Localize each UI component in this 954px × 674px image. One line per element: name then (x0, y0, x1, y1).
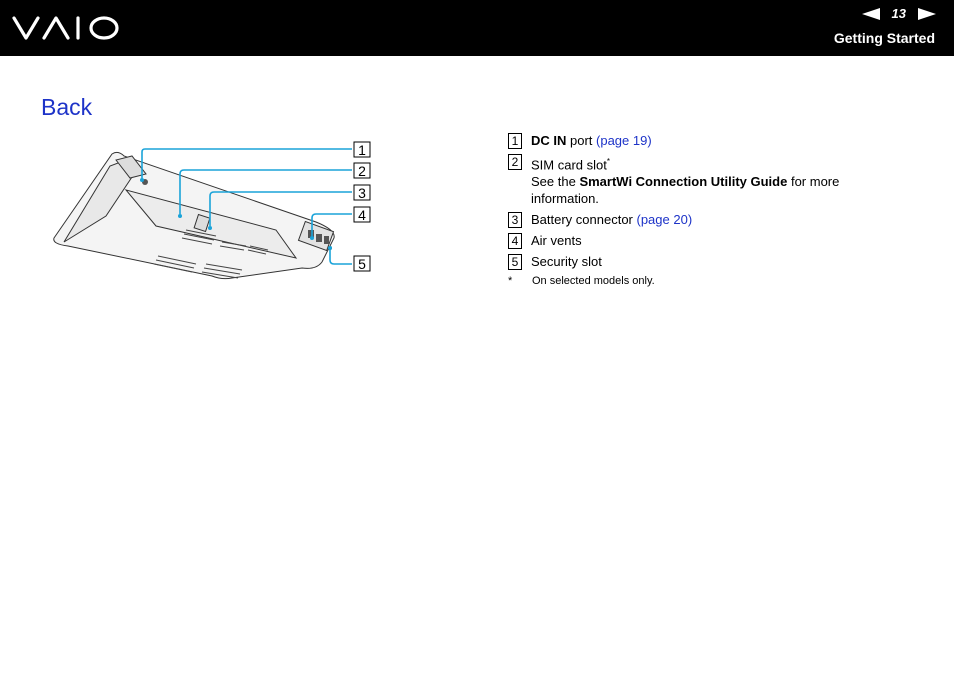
list-item-battery (508, 211, 908, 228)
page-heading: Back (41, 94, 93, 120)
item-number: 5 (508, 254, 522, 270)
callout-number: 2 (358, 163, 366, 179)
footnote-mark: * (606, 157, 610, 166)
page-link[interactable]: (page 20) (636, 212, 693, 228)
item-text: Battery connector (531, 212, 637, 228)
callout-number: 5 (358, 256, 366, 272)
page-number: 13 (891, 6, 906, 21)
item-number: 3 (508, 212, 522, 228)
laptop-back-diagram (46, 138, 386, 293)
page-navigation (862, 6, 936, 21)
item-text: port (566, 133, 597, 148)
callout-number: 1 (358, 142, 366, 158)
item-text: SIM card slot (531, 157, 607, 173)
laptop-illustration (54, 152, 334, 278)
footnote-text: On selected models only. (532, 275, 655, 288)
callout-boxes (354, 142, 370, 272)
callout-number: 4 (358, 207, 366, 223)
item-note: See the (531, 174, 580, 190)
item-number: 2 (508, 154, 522, 170)
list-item-air-vents (508, 232, 908, 249)
item-number: 4 (508, 233, 522, 249)
list-item-sim-card (508, 153, 908, 207)
header-bar (0, 0, 954, 56)
footnote (508, 273, 908, 290)
callout-number: 3 (358, 185, 366, 201)
page-link[interactable]: (page 19) (596, 133, 652, 148)
callout-list (508, 132, 908, 290)
item-number: 1 (508, 133, 522, 149)
item-note-end: for more information. (531, 174, 840, 207)
list-item-security-slot (508, 253, 908, 270)
item-text: Air vents (531, 233, 582, 249)
footnote-star: * (508, 275, 513, 288)
guide-name: SmartWi Connection Utility Guide (579, 174, 788, 190)
vaio-logo (12, 14, 122, 47)
next-page-icon[interactable] (918, 8, 936, 20)
section-title: Getting Started (833, 30, 935, 46)
item-text: Security slot (531, 254, 602, 270)
item-bold-label: DC IN (531, 133, 567, 148)
list-item-dc-in (508, 132, 908, 149)
previous-page-icon[interactable] (862, 8, 880, 20)
